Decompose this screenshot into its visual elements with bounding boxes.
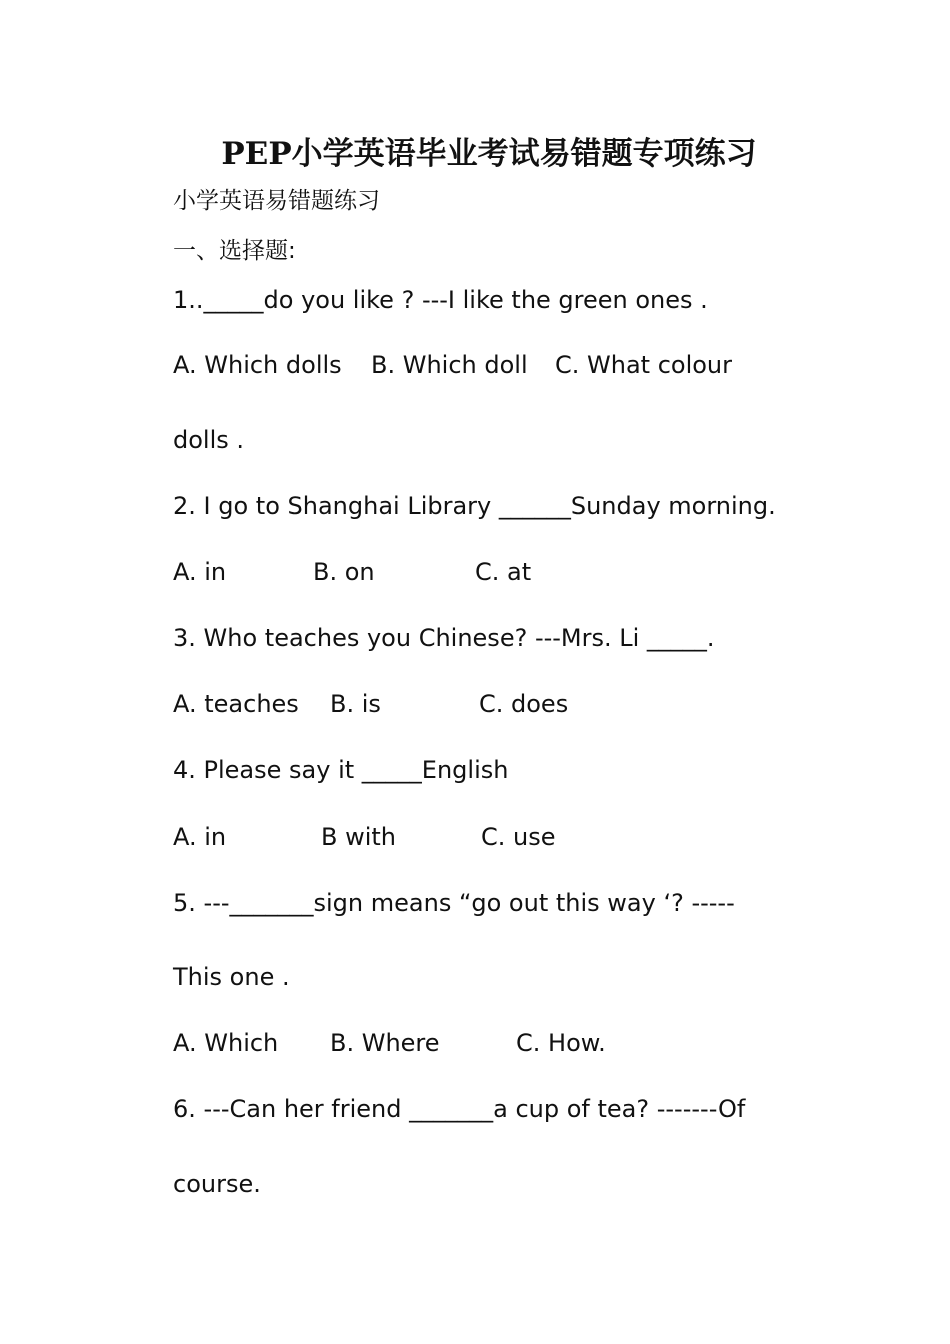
- question-5-stem: 5. ---_______sign means “go out this way ‘? -----: [173, 889, 735, 917]
- question-2-option-b: B. on: [313, 558, 375, 586]
- question-6-stem: 6. ---Can her friend _______a cup of tea? -------Of: [173, 1095, 746, 1123]
- question-5-option-a: A. Which: [173, 1029, 279, 1057]
- question-3-option-b: B. is: [330, 690, 381, 718]
- question-4-option-a: A. in: [173, 823, 227, 851]
- question-3-options: [0, 689, 950, 719]
- question-4-option-b: B with: [321, 823, 397, 851]
- question-5-continuation: This one .: [173, 963, 290, 991]
- question-1-options: [0, 350, 950, 380]
- question-5-option-c: C. How.: [516, 1029, 606, 1057]
- question-4-stem: 4. Please say it _____English: [173, 756, 509, 784]
- question-2-stem: 2. I go to Shanghai Library ______Sunday morning.: [173, 492, 776, 520]
- question-4-option-c: C. use: [481, 823, 556, 851]
- question-1-option-c: C. What colour: [555, 351, 733, 379]
- question-3-option-a: A. teaches: [173, 690, 299, 718]
- question-1-stem: 1.._____do you like ? ---I like the green ones .: [173, 286, 708, 314]
- question-4-options: [0, 822, 950, 852]
- question-1-option-a: A. Which dolls: [173, 351, 342, 379]
- question-3-option-c: C. does: [479, 690, 569, 718]
- question-2-option-c: C. at: [475, 558, 532, 586]
- question-5-option-b: B. Where: [330, 1029, 440, 1057]
- question-2-options: [0, 557, 950, 587]
- section-heading: 一、选择题:: [173, 238, 296, 264]
- document-title: PEP小学英语毕业考试易错题专项练习: [221, 136, 757, 172]
- question-6-continuation: course.: [173, 1170, 261, 1198]
- question-1-option-b: B. Which doll: [371, 351, 528, 379]
- question-2-option-a: A. in: [173, 558, 227, 586]
- question-5-options: [0, 1028, 950, 1058]
- question-3-stem: 3. Who teaches you Chinese? ---Mrs. Li _____.: [173, 624, 715, 652]
- document-subtitle: 小学英语易错题练习: [173, 188, 380, 214]
- question-1-continuation: dolls .: [173, 426, 245, 454]
